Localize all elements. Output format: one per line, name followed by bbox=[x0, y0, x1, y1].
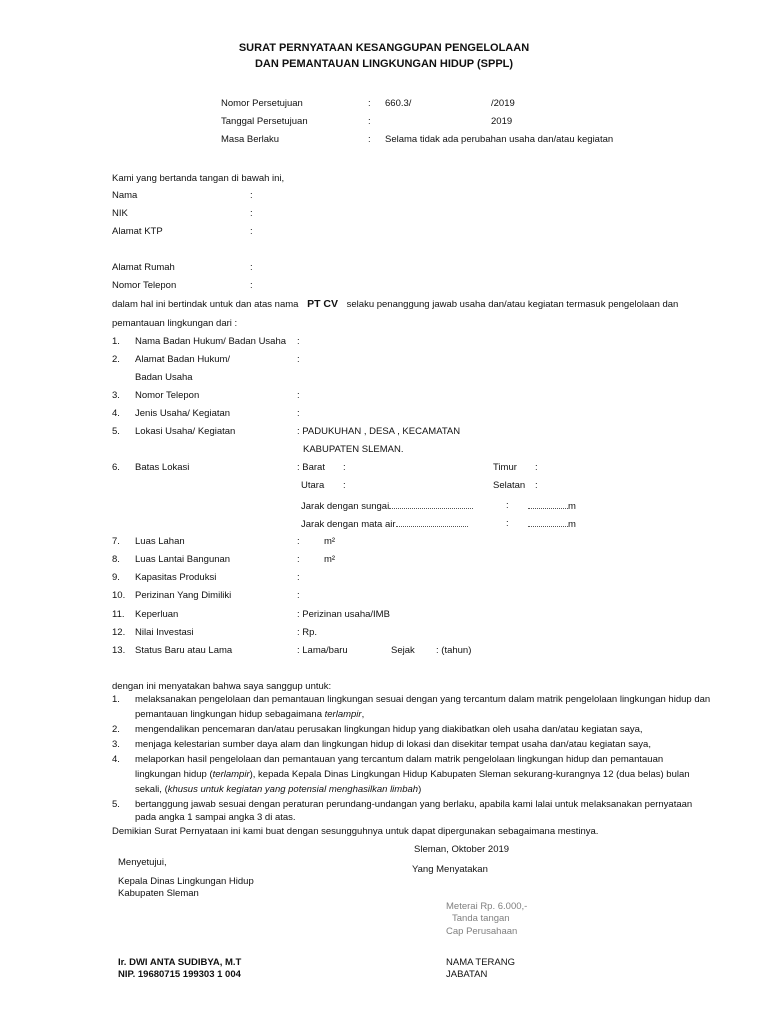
colon: : bbox=[250, 226, 253, 237]
dotted-blank bbox=[528, 518, 568, 527]
item-label-cont: Badan Usaha bbox=[135, 372, 193, 383]
item-value: : PADUKUHAN , DESA , KECAMATAN bbox=[297, 426, 461, 437]
batas-timur: Timur bbox=[493, 462, 517, 473]
statement-2: mengendalikan pencemaran dan/atau perusakan lingkungan hidup yang diakibatkan oleh usaha dan/atau kegiatan saya, bbox=[135, 724, 643, 735]
item-label: Jenis Usaha/ Kegiatan bbox=[135, 408, 231, 419]
nomor-label: Nomor Persetujuan bbox=[221, 98, 303, 109]
statement-number: 2. bbox=[112, 724, 120, 735]
statement-4-line2 bbox=[135, 769, 690, 781]
jarak-mata-air-label: Jarak dengan mata air bbox=[301, 519, 396, 530]
jabatan: JABATAN bbox=[446, 969, 488, 980]
kepala-dinas-line2: Kabupaten Sleman bbox=[118, 888, 199, 899]
item-label: Luas Lahan bbox=[135, 536, 185, 547]
place-date: Sleman, Oktober 2019 bbox=[414, 844, 510, 855]
item-number: 1. bbox=[112, 336, 120, 347]
statement-number: 4. bbox=[112, 754, 120, 765]
colon: : bbox=[535, 480, 538, 491]
statement-4-line3 bbox=[135, 784, 421, 796]
identity-nama: Nama bbox=[112, 190, 138, 201]
acting-part2: selaku penanggung jawab usaha dan/atau kegiatan termasuk pengelolaan dan bbox=[346, 299, 679, 310]
menyetujui: Menyetujui, bbox=[118, 857, 167, 868]
item-number: 7. bbox=[112, 536, 120, 547]
item-value-cont: KABUPATEN SLEMAN. bbox=[303, 444, 404, 455]
statement-italic: khusus untuk kegiatan yang potensial menghasilkan limbah bbox=[167, 784, 419, 795]
colon: : bbox=[297, 354, 300, 365]
unit-m2: m² bbox=[324, 536, 336, 547]
item-label: Kapasitas Produksi bbox=[135, 572, 217, 583]
statement-italic: terlampir bbox=[324, 709, 362, 720]
colon: : bbox=[343, 480, 346, 491]
tanggal-label: Tanggal Persetujuan bbox=[221, 116, 308, 127]
official-name: Ir. DWI ANTA SUDIBYA, M.T bbox=[118, 957, 242, 968]
statement-3: menjaga kelestarian sumber daya alam dan lingkungan hidup di lokasi dan disekitar tempat usaha dan/atau kegiatan saya, bbox=[135, 739, 651, 750]
statement-text: lingkungan hidup ( bbox=[135, 769, 213, 780]
item-number: 11. bbox=[112, 609, 125, 620]
closing-text: Demikian Surat Pernyataan ini kami buat dengan sesungguhnya untuk dapat dipergunakan sebagaimana mestinya. bbox=[112, 826, 599, 837]
colon: : bbox=[297, 536, 300, 547]
identity-alamat-ktp: Alamat KTP bbox=[112, 226, 163, 237]
official-nip: NIP. 19680715 199303 1 004 bbox=[118, 969, 241, 980]
batas-selatan: Selatan bbox=[493, 480, 526, 491]
statement-intro: dengan ini menyatakan bahwa saya sanggup untuk: bbox=[112, 681, 332, 692]
sejak-label: Sejak bbox=[391, 645, 415, 656]
tahun-label: : (tahun) bbox=[436, 645, 472, 656]
item-number: 2. bbox=[112, 354, 120, 365]
item-label: Nama Badan Hukum/ Badan Usaha bbox=[135, 336, 287, 347]
jarak-mata-air bbox=[301, 518, 468, 531]
comma: , bbox=[361, 709, 365, 720]
statement-number: 3. bbox=[112, 739, 120, 750]
item-label: Keperluan bbox=[135, 609, 179, 620]
item-number: 10. bbox=[112, 590, 126, 601]
masa-label: Masa Berlaku bbox=[221, 134, 280, 145]
item-label: Nomor Telepon bbox=[135, 390, 200, 401]
colon: : bbox=[297, 390, 300, 401]
document-title-line1: SURAT PERNYATAAN KESANGGUPAN PENGELOLAAN bbox=[238, 42, 530, 54]
item-label: Perizinan Yang Dimiliki bbox=[135, 590, 232, 601]
item-label: Status Baru atau Lama bbox=[135, 645, 233, 656]
meterai-text: Meterai Rp. 6.000,- bbox=[446, 901, 528, 912]
colon: : bbox=[535, 462, 538, 473]
item-label: Batas Lokasi bbox=[135, 462, 190, 473]
jarak-mata-air-value bbox=[528, 518, 576, 531]
colon: : bbox=[297, 336, 300, 347]
identity-alamat-rumah: Alamat Rumah bbox=[112, 262, 175, 273]
colon: : bbox=[297, 590, 300, 601]
statement-4-line1: melaporkan hasil pengelolaan dan pemantauan yang tercantum dalam matrik pengelolaan lingkungan hidup dan pemantauan bbox=[135, 754, 664, 765]
unit-m: m bbox=[568, 519, 576, 530]
colon: : bbox=[506, 500, 509, 511]
unit-m2: m² bbox=[324, 554, 336, 565]
item-label: Luas Lantai Bangunan bbox=[135, 554, 231, 565]
item-number: 6. bbox=[112, 462, 120, 473]
tanggal-year: 2019 bbox=[491, 116, 513, 127]
colon: : bbox=[506, 518, 509, 529]
statement-text: ), kepada Kepala Dinas Lingkungan Hidup Kabupaten Sleman sekurang-kurangnya 12 (dua belas) bulan bbox=[249, 769, 690, 780]
item-label: Lokasi Usaha/ Kegiatan bbox=[135, 426, 236, 437]
item-value: : Perizinan usaha/IMB bbox=[297, 609, 390, 620]
item-label: Alamat Badan Hukum/ bbox=[135, 354, 231, 365]
colon: : bbox=[368, 134, 371, 145]
identity-nomor-telepon: Nomor Telepon bbox=[112, 280, 177, 291]
item-number: 3. bbox=[112, 390, 120, 401]
colon: : bbox=[297, 572, 300, 583]
item-value: : Lama/baru bbox=[297, 645, 348, 656]
batas-utara: Utara bbox=[301, 480, 325, 491]
unit-m: m bbox=[568, 501, 576, 512]
jarak-sungai bbox=[301, 500, 473, 513]
colon: : bbox=[343, 462, 346, 473]
batas-barat: : Barat bbox=[297, 462, 325, 473]
item-number: 8. bbox=[112, 554, 120, 565]
acting-pt-cv: PT CV bbox=[307, 298, 338, 310]
identity-nik: NIK bbox=[112, 208, 128, 219]
dotted-blank bbox=[389, 500, 473, 509]
statement-italic: terlampir bbox=[212, 769, 250, 780]
item-number: 13. bbox=[112, 645, 126, 656]
item-label: Nilai Investasi bbox=[135, 627, 194, 638]
colon: : bbox=[250, 208, 253, 219]
nomor-year: /2019 bbox=[491, 98, 515, 109]
statement-5-line1: bertanggung jawab sesuai dengan peraturan perundang-undangan yang berlaku, apabila kami lalai untuk melaksanakan pernyataan bbox=[135, 799, 693, 810]
statement-1-line2 bbox=[135, 709, 364, 721]
statement-1-line1: melaksanakan pengelolaan dan pemantauan lingkungan sesuai dengan yang tercantum dalam matrik pengelolaan lingkungan hidup dan bbox=[135, 694, 711, 705]
item-number: 9. bbox=[112, 572, 120, 583]
colon: : bbox=[368, 98, 371, 109]
yang-menyatakan: Yang Menyatakan bbox=[412, 864, 488, 875]
acting-line1 bbox=[112, 298, 702, 311]
tanda-tangan-text: Tanda tangan bbox=[452, 913, 510, 924]
statement-text: sekali, ( bbox=[135, 784, 168, 795]
colon: : bbox=[250, 262, 253, 273]
acting-line2: pemantauan lingkungan dari : bbox=[112, 318, 238, 329]
statement-number: 1. bbox=[112, 694, 120, 705]
colon: : bbox=[368, 116, 371, 127]
document-title-line2: DAN PEMANTAUAN LINGKUNGAN HIDUP (SPPL) bbox=[254, 58, 514, 70]
jarak-sungai-value bbox=[528, 500, 576, 513]
statement-number: 5. bbox=[112, 799, 120, 810]
jarak-sungai-label: Jarak dengan sungai bbox=[301, 501, 390, 512]
dotted-blank bbox=[528, 500, 568, 509]
masa-value: Selama tidak ada perubahan usaha dan/atau kegiatan bbox=[385, 134, 614, 145]
colon: : bbox=[297, 408, 300, 419]
cap-perusahaan-text: Cap Perusahaan bbox=[446, 926, 518, 937]
statement-5-line2: pada angka 1 sampai angka 3 di atas. bbox=[135, 812, 296, 823]
intro-text: Kami yang bertanda tangan di bawah ini, bbox=[112, 173, 285, 184]
nama-terang: NAMA TERANG bbox=[446, 957, 515, 968]
colon: : bbox=[297, 554, 300, 565]
item-number: 4. bbox=[112, 408, 120, 419]
statement-text: ) bbox=[418, 784, 422, 795]
colon: : bbox=[250, 280, 253, 291]
item-number: 5. bbox=[112, 426, 120, 437]
statement-text: pemantauan lingkungan hidup sebagaimana bbox=[135, 709, 325, 720]
kepala-dinas-line1: Kepala Dinas Lingkungan Hidup bbox=[118, 876, 254, 887]
colon: : bbox=[250, 190, 253, 201]
nomor-value: 660.3/ bbox=[385, 98, 412, 109]
acting-part1: dalam hal ini bertindak untuk dan atas nama bbox=[112, 299, 299, 310]
item-value: : Rp. bbox=[297, 627, 318, 638]
item-number: 12. bbox=[112, 627, 126, 638]
dotted-blank bbox=[396, 518, 468, 527]
